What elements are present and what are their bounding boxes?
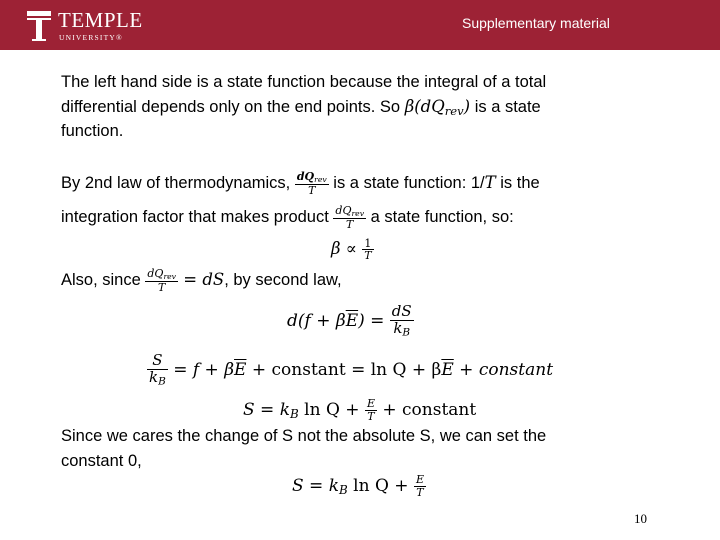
temple-t-icon xyxy=(26,10,52,42)
paragraph-line: Since we cares the change of S not the absolute S, we can set the xyxy=(61,427,547,445)
fraction: $\frac{dQ_{rev}}{T}$ xyxy=(335,203,365,231)
equation-propto: β ∝ $\frac{1}{T}$ xyxy=(331,236,372,263)
equation-S: $S = k_B$ ln Q + $\frac{E}{T}$ + constant xyxy=(243,397,477,423)
equation-final: $S = k_B$ ln Q + $\frac{E}{T}$ xyxy=(292,473,424,499)
text-run: is the xyxy=(495,174,540,192)
equation-entropy: $\frac{S}{k_B}$ = $f + \beta\overline{E}$ + constant = $\ln Q + \beta\overline{E}$ + constant xyxy=(149,351,554,388)
page-number: 10 xyxy=(634,511,647,526)
logo-subtitle: UNIVERSITY® xyxy=(59,33,123,42)
header-bar xyxy=(0,0,720,50)
logo-wordmark: TEMPLE xyxy=(58,8,143,32)
math-run: ) xyxy=(463,97,471,116)
fraction: $\frac{dQ_{rev}}{T}$ xyxy=(296,169,327,197)
header-title: Supplementary material xyxy=(462,15,610,31)
paragraph-line xyxy=(61,200,514,234)
math-run: β(dQ xyxy=(404,97,445,116)
math-sub: rev xyxy=(444,103,464,118)
text-run: By 2nd law of thermodynamics, xyxy=(61,174,295,192)
text-run: is a state xyxy=(470,98,541,116)
paragraph-line xyxy=(61,97,541,121)
equation-dF: $d(f + \beta\overline{E})$ = $\frac{dS}{k_B}$ xyxy=(287,302,412,339)
text-run: a state function, so: xyxy=(366,208,514,226)
paragraph-line: Also, since $\frac{dQ_{rev}}{T}$ = dS, by second law, xyxy=(61,266,342,294)
paragraph-line: The left hand side is a state function because the integral of a total xyxy=(61,73,547,91)
text-run: integration factor that makes product xyxy=(61,208,334,226)
paragraph-line xyxy=(61,166,540,200)
math-run: T xyxy=(484,173,496,192)
paragraph-line: function. xyxy=(61,122,124,140)
paragraph-line: constant 0, xyxy=(61,452,142,470)
text-run: is a state function: 1/ xyxy=(328,174,485,192)
text-run: differential depends only on the end points. So xyxy=(61,98,405,116)
